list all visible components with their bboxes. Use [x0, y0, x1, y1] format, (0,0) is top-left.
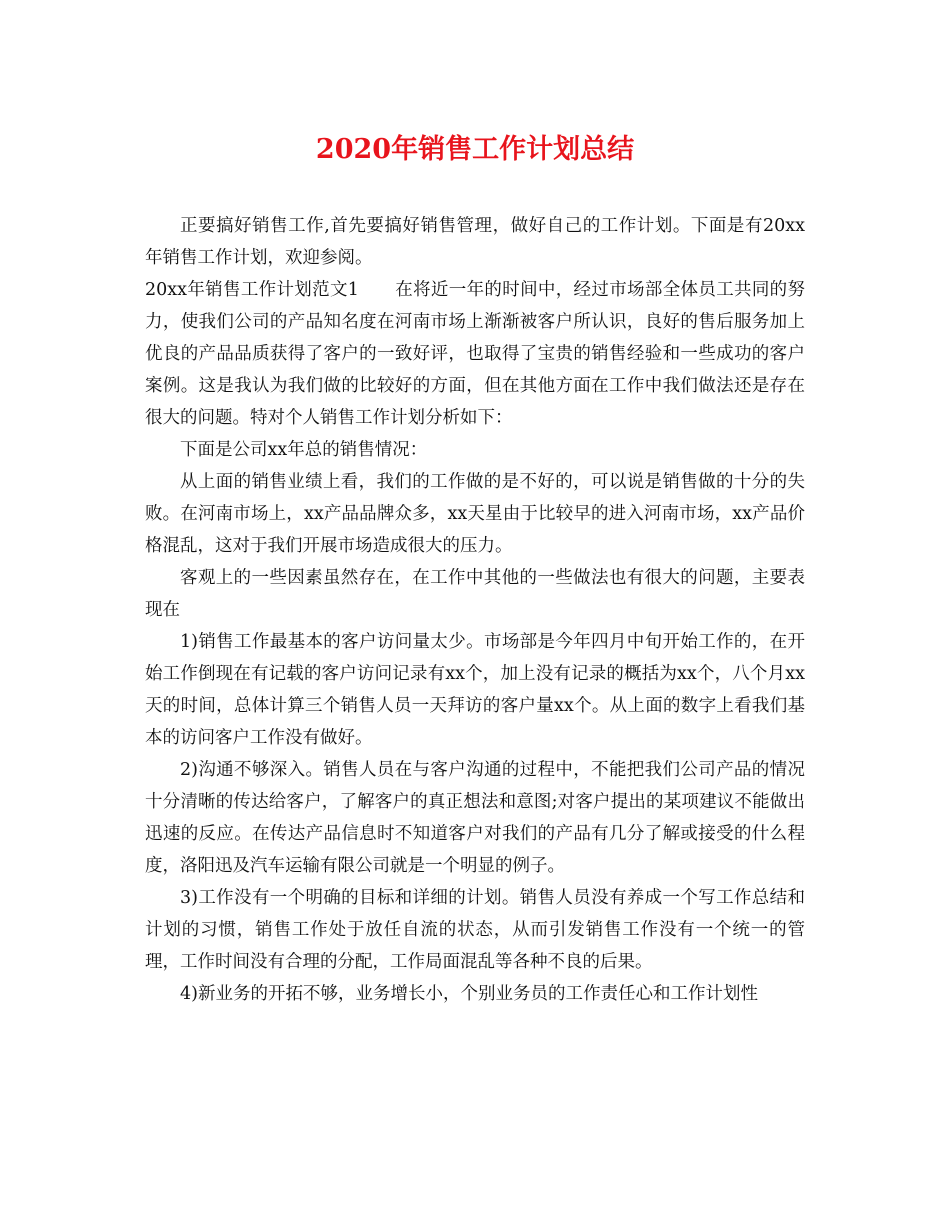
intro-paragraph: 正要搞好销售工作,首先要搞好销售管理，做好自己的工作计划。下面是有20xx年销售工作计划，欢迎参阅。 [145, 216, 805, 268]
body-paragraph: 客观上的一些因素虽然存在，在工作中其他的一些做法也有很大的问题，主要表现在 [145, 568, 805, 620]
body-paragraph: 从上面的销售业绩上看，我们的工作做的是不好的，可以说是销售做的十分的失败。在河南市场上，xx产品品牌众多，xx天星由于比较早的进入河南市场，xx产品价格混乱，这对于我们开展市场造成很大的压力。 [145, 472, 805, 556]
body-paragraph: 下面是公司xx年总的销售情况： [180, 440, 428, 460]
sample-text: 在将近一年的时间中，经过市场部全体员工共同的努力，使我们公司的产品知名度在河南市场上渐渐被客户所认识，良好的售后服务加上优良的产品品质获得了客户的一致好评，也取得了宝贵的销售经验和一些成功的客户案例。这是我认为我们做的比较好的方面，但在其他方面在工作中我们做法还是存在很大的问题。特对个人销售工作计划分析如下： [145, 280, 806, 428]
document-title: 2020年销售工作计划总结 [315, 134, 635, 165]
body-paragraph: 3)工作没有一个明确的目标和详细的计划。销售人员没有养成一个写工作总结和计划的习惯，销售工作处于放任自流的状态，从而引发销售工作没有一个统一的管理，工作时间没有合理的分配，工作局面混乱等各种不良的后果。 [145, 888, 805, 972]
sample-paragraph [145, 274, 805, 434]
sample-heading: 20xx年销售工作计划范文1 [145, 280, 359, 300]
document-body [145, 210, 805, 1010]
body-paragraph: 1)销售工作最基本的客户访问量太少。市场部是今年四月中旬开始工作的，在开始工作倒现在有记载的客户访问记录有xx个，加上没有记录的概括为xx个，八个月xx天的时间，总体计算三个销售人员一天拜访的客户量xx个。从上面的数字上看我们基本的访问客户工作没有做好。 [145, 632, 805, 748]
body-paragraph: 2)沟通不够深入。销售人员在与客户沟通的过程中，不能把我们公司产品的情况十分清晰的传达给客户，了解客户的真正想法和意图;对客户提出的某项建议不能做出迅速的反应。在传达产品信息时不知道客户对我们的产品有几分了解或接受的什么程度，洛阳迅及汽车运输有限公司就是一个明显的例子。 [145, 760, 805, 876]
body-paragraph: 4)新业务的开拓不够，业务增长小，个别业务员的工作责任心和工作计划性 [180, 984, 758, 1004]
